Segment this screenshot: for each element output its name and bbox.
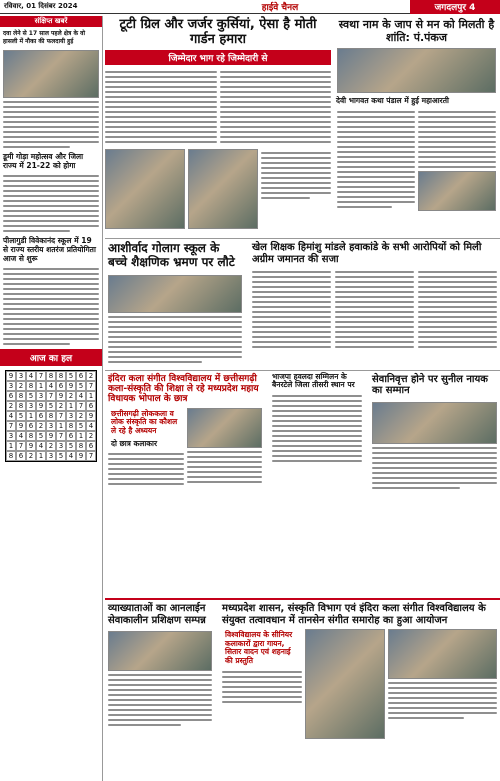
sudoku-cell: 9 <box>56 391 66 401</box>
bail-body <box>249 268 500 351</box>
lead-headline: टूटी ग्रिल और जर्जर कुर्सियां, ऐसा है मोती गार्डन हमारा <box>119 17 317 47</box>
sudoku-cell: 4 <box>66 451 76 461</box>
sudoku-cell: 8 <box>6 451 16 461</box>
sudoku-cell: 7 <box>56 411 66 421</box>
sudoku-cell: 8 <box>56 371 66 381</box>
lead-text <box>105 68 217 146</box>
sudoku-cell: 3 <box>46 451 56 461</box>
garden-photo-2 <box>188 149 258 229</box>
sudoku-cell: 8 <box>16 391 26 401</box>
tansen-subhead: विश्वविद्यालय के सीनियर कलाकारों द्वारा गायन, सितार वादन एवं शहनाई की प्रस्तुति <box>225 630 293 665</box>
mid-section <box>105 238 500 492</box>
sudoku-cell: 7 <box>86 381 96 391</box>
sudoku-cell: 6 <box>76 371 86 381</box>
bjp-headline: भाजपा हवलदा सम्मिलन के बैनरटेले जिला तीसरी स्थान पर <box>272 371 355 390</box>
sudoku-cell: 2 <box>26 451 36 461</box>
sudoku-cell: 1 <box>76 431 86 441</box>
left-column <box>0 16 103 781</box>
sudoku-cell: 9 <box>6 371 16 381</box>
sudoku-cell: 9 <box>66 381 76 391</box>
issue-date: रविवार, 01 दिसंबर 2024 <box>4 2 78 10</box>
sudoku-cell: 3 <box>16 371 26 381</box>
sudoku-cell: 1 <box>66 401 76 411</box>
sudoku-cell: 2 <box>86 371 96 381</box>
school-trip-body <box>105 316 245 363</box>
sudoku-cell: 4 <box>6 411 16 421</box>
tansen-photo-1 <box>305 629 385 739</box>
right-lead-text-1 <box>337 108 415 211</box>
city-page-label: जगदलपुर 4 <box>410 0 500 14</box>
sudoku-cell: 2 <box>56 401 66 411</box>
box-b-label: दो छात्र कलाकार <box>111 438 158 448</box>
right-lead-sub: देवी भागवत कथा पंडाल में हुई महाआरती <box>336 96 449 106</box>
sudoku-cell: 3 <box>6 431 16 441</box>
brief-body <box>0 101 102 148</box>
tansen-headline: मध्यप्रदेश शासन, संस्कृति विभाग एवं इंदिरा कला संगीत विश्वविद्यालय के संयुक्त तत्वावधान में तानसेन संगीत समारोह का हुआ आयोजन <box>222 603 486 626</box>
sudoku-grid <box>5 370 97 462</box>
sudoku-cell: 9 <box>86 411 96 421</box>
training-body <box>105 674 215 726</box>
sudoku-cell: 6 <box>86 441 96 451</box>
sudoku-cell: 9 <box>76 451 86 461</box>
bjp-body <box>269 395 365 462</box>
lead-text-2 <box>220 68 332 146</box>
sudoku-cell: 2 <box>76 411 86 421</box>
sudoku-cell: 6 <box>66 431 76 441</box>
sudoku-cell: 2 <box>16 381 26 391</box>
sudoku-cell: 3 <box>56 441 66 451</box>
sudoku-cell: 8 <box>26 381 36 391</box>
sudoku-cell: 4 <box>16 431 26 441</box>
right-lead-story <box>333 16 500 211</box>
sudoku-cell: 3 <box>46 421 56 431</box>
sudoku-cell: 8 <box>46 411 56 421</box>
sudoku-cell: 7 <box>36 371 46 381</box>
story2-title: पीलागुडी विवेकानंद स्कूल में 19 से राज्य स्तरीय शतरंज प्रतियोगिता आज से शुरू <box>3 236 96 263</box>
sudoku-cell: 5 <box>76 381 86 391</box>
sudoku-cell: 8 <box>26 431 36 441</box>
sudoku-cell: 7 <box>6 421 16 431</box>
sudoku-cell: 4 <box>26 371 36 381</box>
sudoku-cell: 1 <box>86 391 96 401</box>
training-headline: व्याख्याताओं का आनलाईन सेवाकालीन प्रशिक्षण सम्पन्न <box>108 603 206 626</box>
sudoku-cell: 4 <box>36 441 46 451</box>
sudoku-cell: 7 <box>76 401 86 411</box>
sudoku-cell: 5 <box>66 371 76 381</box>
box-a-label: छत्तीसगढ़ी लोककला व लोक संस्कृति का कौशल ले रहे है अध्ययन <box>111 408 178 435</box>
sudoku-cell: 8 <box>16 401 26 411</box>
sudoku-cell: 2 <box>66 391 76 401</box>
tansen-photo-2 <box>388 629 497 679</box>
garden-photo-1 <box>105 149 185 229</box>
retirement-headline: सेवानिवृत्त होने पर सुनील नायक का सम्मान <box>372 373 488 397</box>
sudoku-cell: 4 <box>76 391 86 401</box>
paper-name: हाईवे चैनल <box>261 3 299 13</box>
bottom-section <box>105 598 500 781</box>
puzzle-title: आज का हल <box>0 349 102 366</box>
sudoku-cell: 9 <box>46 431 56 441</box>
sudoku-cell: 4 <box>86 421 96 431</box>
sudoku-cell: 8 <box>46 371 56 381</box>
sudoku-cell: 5 <box>26 391 36 401</box>
sudoku-cell: 1 <box>36 451 46 461</box>
sudoku-cell: 2 <box>6 401 16 411</box>
sudoku-cell: 8 <box>66 421 76 431</box>
sudoku-cell: 7 <box>16 441 26 451</box>
sudoku-cell: 3 <box>6 381 16 391</box>
sudoku-cell: 5 <box>16 411 26 421</box>
music-university-headline: इंदिरा कला संगीत विश्वविद्यालय में छत्तीसगढ़ी कला-संस्कृति की शिक्षा ले रहे मध्यप्रदेश महाय विधायक भोपाल के छात्र <box>108 373 259 405</box>
sudoku-cell: 2 <box>36 421 46 431</box>
school-trip-headline: आशीर्वाद गोलाग स्कूल के बच्चे शैक्षणिक भ्रमण पर लौटे <box>108 241 235 269</box>
lead-story <box>105 16 331 229</box>
sudoku-cell: 3 <box>36 391 46 401</box>
brief-news-title: संक्षिप्त खबरें <box>0 16 102 27</box>
sudoku-cell: 6 <box>26 421 36 431</box>
sudoku-cell: 5 <box>66 441 76 451</box>
masthead <box>0 0 500 14</box>
sudoku-cell: 3 <box>66 411 76 421</box>
lead-text-3 <box>261 149 331 229</box>
school-trip-photo <box>108 275 242 313</box>
brief-photo <box>3 50 99 98</box>
katha-photo <box>337 48 496 93</box>
sudoku-cell: 7 <box>86 451 96 461</box>
sudoku-cell: 9 <box>26 441 36 451</box>
sudoku-cell: 6 <box>56 381 66 391</box>
sudoku-cell: 2 <box>46 441 56 451</box>
sudoku-cell: 8 <box>76 441 86 451</box>
sudoku-cell: 5 <box>46 401 56 411</box>
story2-body <box>0 268 102 345</box>
right-lead-headline: स्वथा नाम के जाप से मन को मिलती है शांति: पं.पंकज <box>338 18 495 45</box>
sudoku-cell: 5 <box>36 431 46 441</box>
story1-body <box>0 175 102 232</box>
story1-title: डूमी गोड़ा महोत्सव और जिला राज्य में 21-22 को होगा <box>3 152 84 170</box>
sudoku-cell: 1 <box>26 411 36 421</box>
sudoku-cell: 9 <box>36 401 46 411</box>
sudoku-cell: 5 <box>56 451 66 461</box>
sudoku-cell: 5 <box>76 421 86 431</box>
sudoku-cell: 1 <box>56 421 66 431</box>
sudoku-cell: 9 <box>16 421 26 431</box>
retirement-body <box>369 447 500 489</box>
sudoku-cell: 7 <box>56 431 66 441</box>
sudoku-cell: 7 <box>46 391 56 401</box>
sudoku-cell: 6 <box>36 411 46 421</box>
sudoku-cell: 6 <box>16 451 26 461</box>
top-quote: दवा लेने से 17 साल पहले क्षेत्र के वो हासली में नौका की फलदायी हुई <box>3 30 86 45</box>
sudoku-cell: 1 <box>36 381 46 391</box>
training-photo <box>108 631 212 671</box>
sudoku-cell: 2 <box>86 431 96 441</box>
retirement-photo <box>372 402 497 444</box>
right-lead-text-2 <box>418 108 496 211</box>
sudoku-cell: 6 <box>86 401 96 411</box>
lead-subhead: जिम्मेदार भाग रहे जिम्मेदारी से <box>105 50 331 65</box>
sudoku-cell: 1 <box>6 441 16 451</box>
sudoku-cell: 6 <box>6 391 16 401</box>
sudoku-cell: 3 <box>26 401 36 411</box>
students-photo <box>187 408 263 448</box>
katha-photo-2 <box>418 171 496 211</box>
sudoku-cell: 4 <box>46 381 56 391</box>
bail-headline: खेल शिक्षक हिमांशु मांडले हवाकांडे के सभी आरोपियों को मिली अग्रीम जमानत की सजा <box>252 242 482 265</box>
